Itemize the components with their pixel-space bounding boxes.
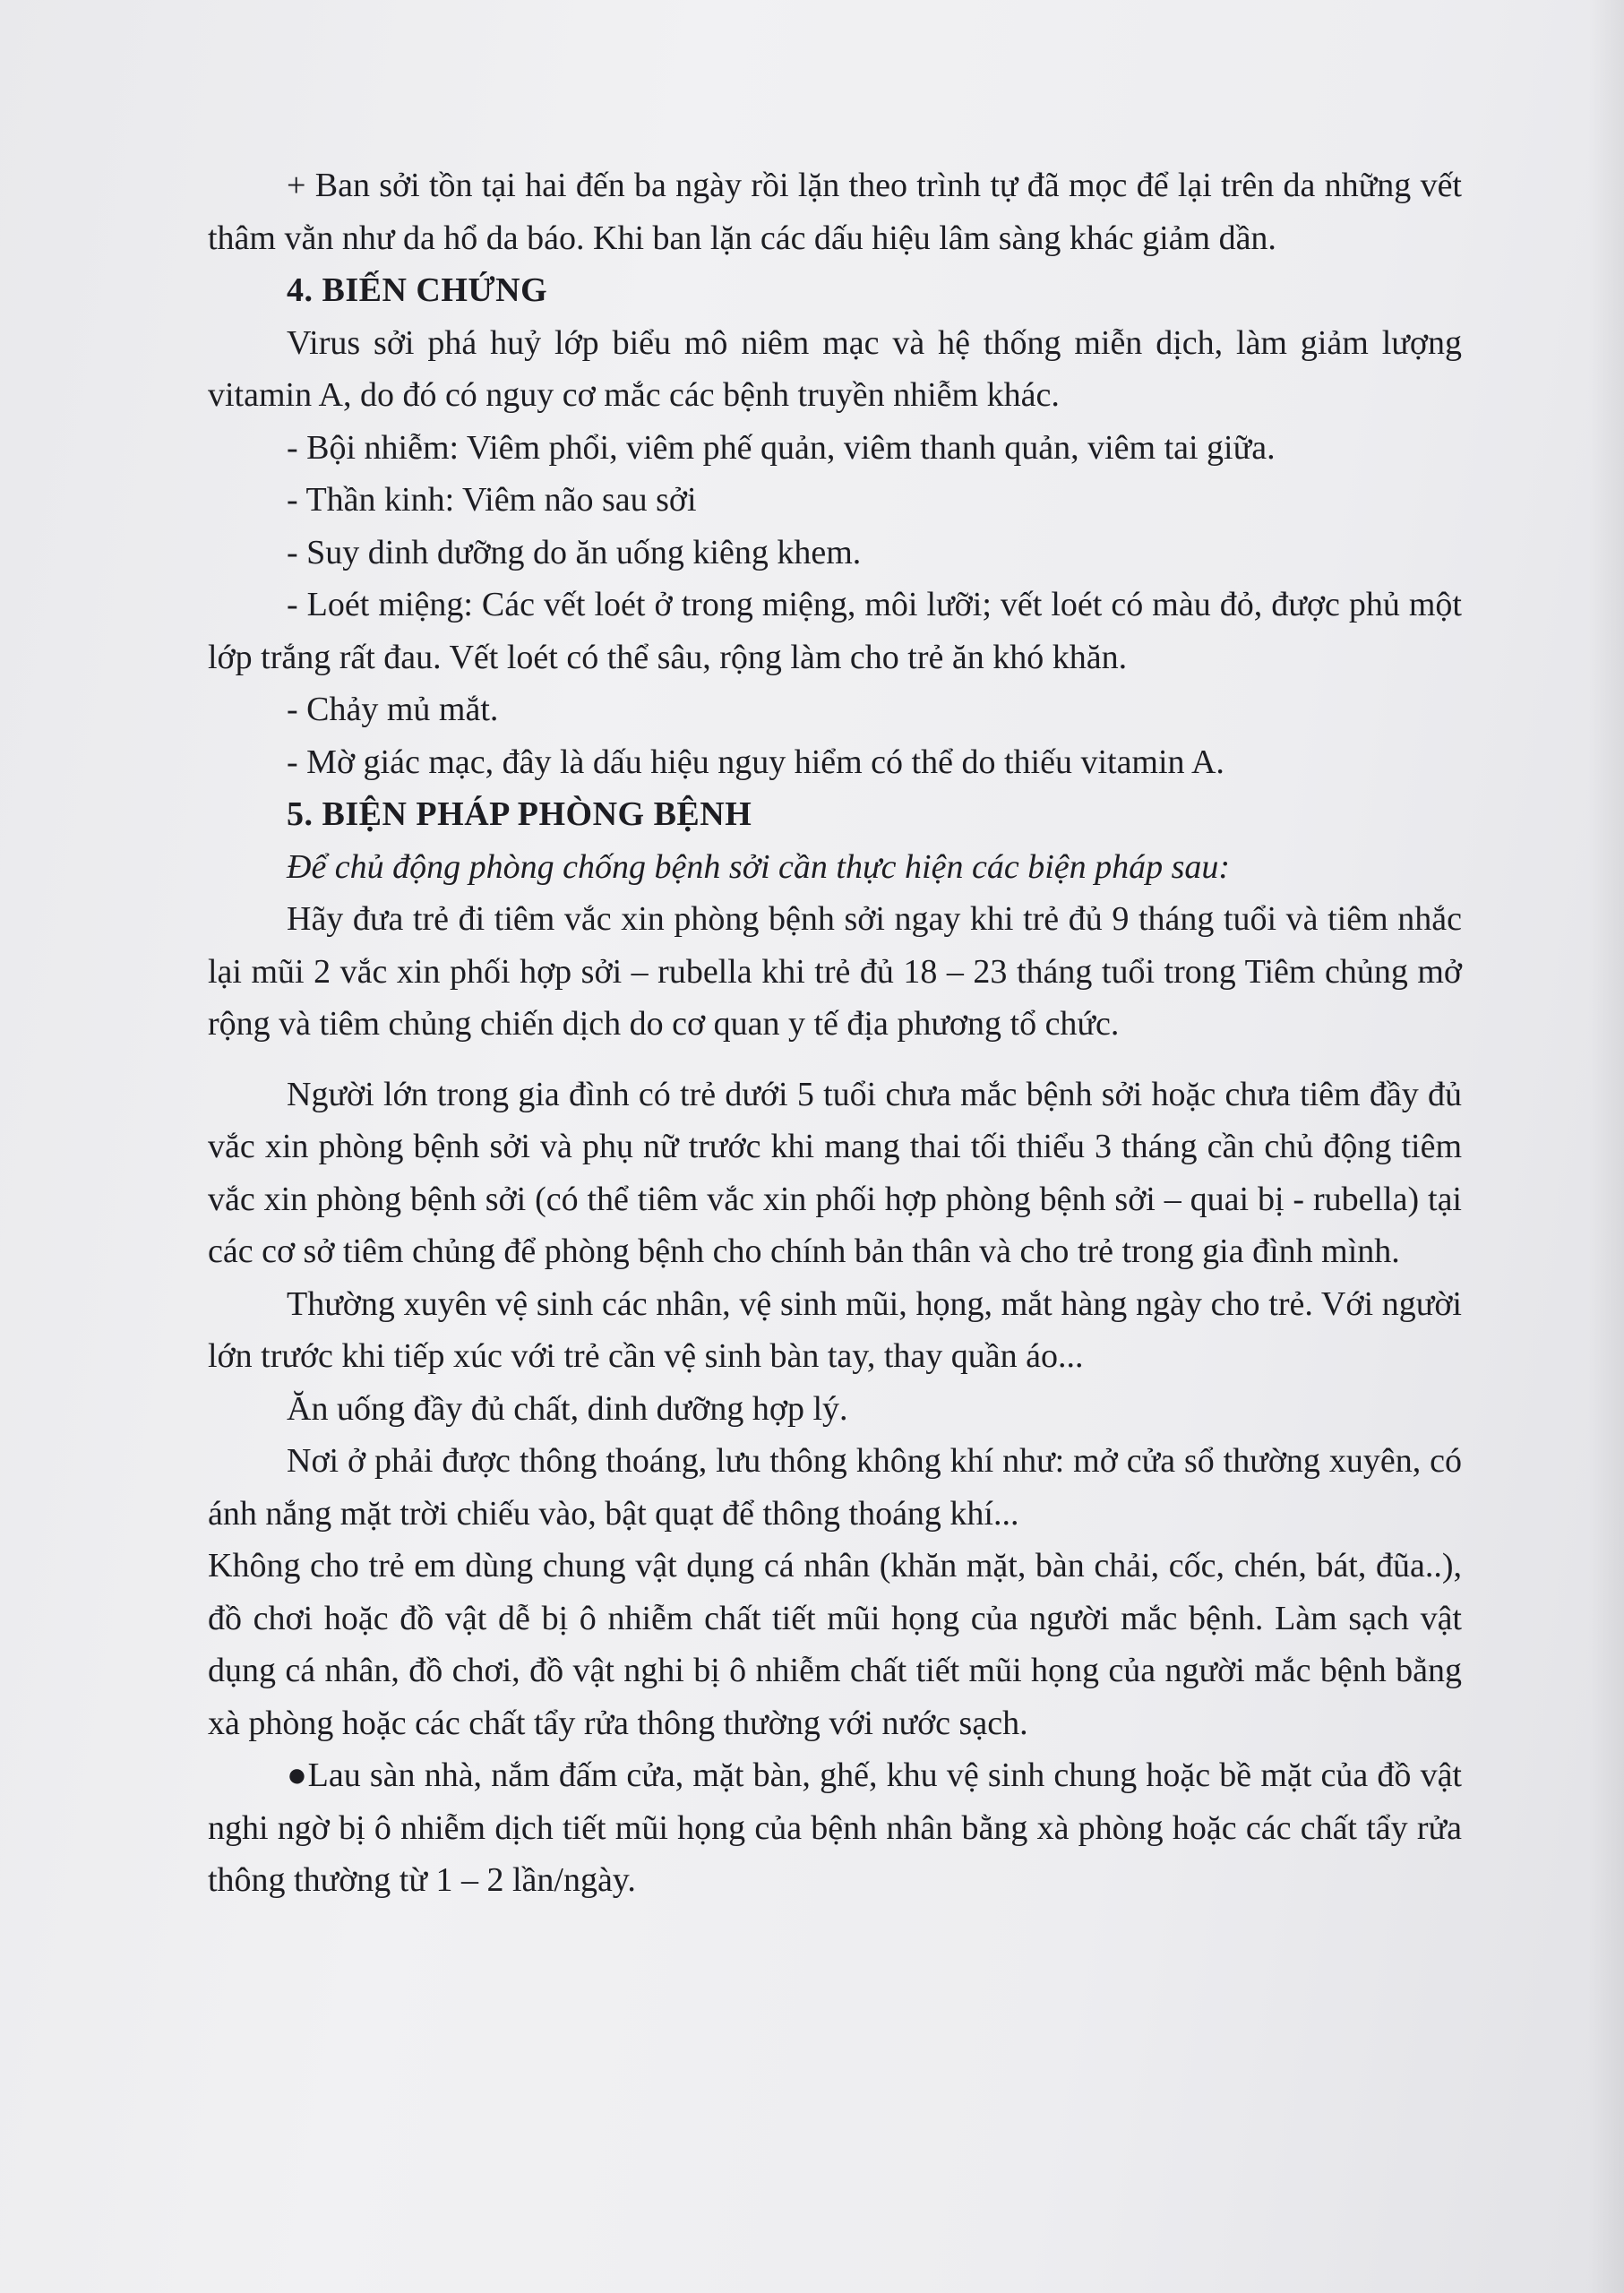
heading-prevention: 5. BIỆN PHÁP PHÒNG BỆNH (287, 795, 752, 833)
paragraph-virus-effects: Virus sởi phá huỷ lớp biểu mô niêm mạc và hệ thống miễn dịch, làm giảm lượng vitamin A, do đó có nguy cơ mắc các bệnh truyền nhiễm khác. (208, 323, 1462, 414)
document-body (208, 159, 1462, 1907)
paragraph-ventilation: Nơi ở phải được thông thoáng, lưu thông không khí như: mở cửa sổ thường xuyên, có ánh nắng mặt trời chiếu vào, bật quạt để thông thoáng khí... (208, 1442, 1462, 1533)
paragraph-surface-cleaning: ●Lau sàn nhà, nắm đấm cửa, mặt bàn, ghế, khu vệ sinh chung hoặc bề mặt của đồ vật nghi ngờ bị ô nhiễm dịch tiết mũi họng của bệnh nhân bằng xà phòng hoặc các chất tẩy rửa thông thường từ 1 – 2 lần/ngày. (208, 1756, 1462, 1899)
list-item: - Loét miệng: Các vết loét ở trong miệng, môi lưỡi; vết loét có màu đỏ, được phủ một lớp trắng rất đau. Vết loét có thể sâu, rộng làm cho trẻ ăn khó khăn. (208, 586, 1462, 676)
paragraph-nutrition: Ăn uống đầy đủ chất, dinh dưỡng hợp lý. (287, 1389, 848, 1428)
paragraph-vaccination-children: Hãy đưa trẻ đi tiêm vắc xin phòng bệnh sởi ngay khi trẻ đủ 9 tháng tuổi và tiêm nhắc lại mũi 2 vắc xin phối hợp sởi – rubella khi trẻ đủ 18 – 23 tháng tuổi trong Tiêm chủng mở rộng và tiêm chủng chiến dịch do cơ quan y tế địa phương tổ chức. (208, 900, 1462, 1043)
paragraph-vaccination-adults: Người lớn trong gia đình có trẻ dưới 5 tuổi chưa mắc bệnh sởi hoặc chưa tiêm đầy đủ vắc xin phòng bệnh sởi và phụ nữ trước khi mang thai tối thiểu 3 tháng cần chủ động tiêm vắc xin phòng bệnh sởi (có thể tiêm vắc xin phối hợp phòng bệnh sởi – quai bị - rubella) tại các cơ sở tiêm chủng để phòng bệnh cho chính bản thân và cho trẻ trong gia đình mình. (208, 1075, 1462, 1270)
list-item: - Suy dinh dưỡng do ăn uống kiêng khem. (287, 533, 862, 571)
page-edge-shadow (1588, 0, 1624, 2293)
list-item: - Mờ giác mạc, đây là dấu hiệu nguy hiểm có thể do thiếu vitamin A. (287, 743, 1224, 781)
list-item: - Chảy mủ mắt. (287, 691, 499, 728)
heading-complications: 4. BIẾN CHỨNG (287, 271, 548, 309)
paragraph-rash-fading: + Ban sởi tồn tại hai đến ba ngày rồi lặn theo trình tự đã mọc để lại trên da những vết thâm vằn như da hổ da báo. Khi ban lặn các dấu hiệu lâm sàng khác giảm dần. (208, 167, 1462, 257)
list-item: - Bội nhiễm: Viêm phổi, viêm phế quản, viêm thanh quản, viêm tai giữa. (287, 428, 1276, 467)
prevention-intro: Để chủ động phòng chống bệnh sởi cần thực hiện các biện pháp sau: (287, 847, 1231, 886)
paragraph-personal-items: Không cho trẻ em dùng chung vật dụng cá nhân (khăn mặt, bàn chải, cốc, chén, bát, đũa..), đồ chơi hoặc đồ vật dễ bị ô nhiễm chất tiết mũi họng của người mắc bệnh. Làm sạch vật dụng cá nhân, đồ chơi, đồ vật nghi bị ô nhiễm chất tiết mũi họng của người mắc bệnh bằng xà phòng hoặc các chất tẩy rửa thông thường với nước sạch. (208, 1547, 1462, 1742)
paragraph-hygiene: Thường xuyên vệ sinh các nhân, vệ sinh mũi, họng, mắt hàng ngày cho trẻ. Với người lớn trước khi tiếp xúc với trẻ cần vệ sinh bàn tay, thay quần áo... (208, 1284, 1462, 1375)
list-item: - Thần kinh: Viêm não sau sởi (287, 481, 697, 519)
